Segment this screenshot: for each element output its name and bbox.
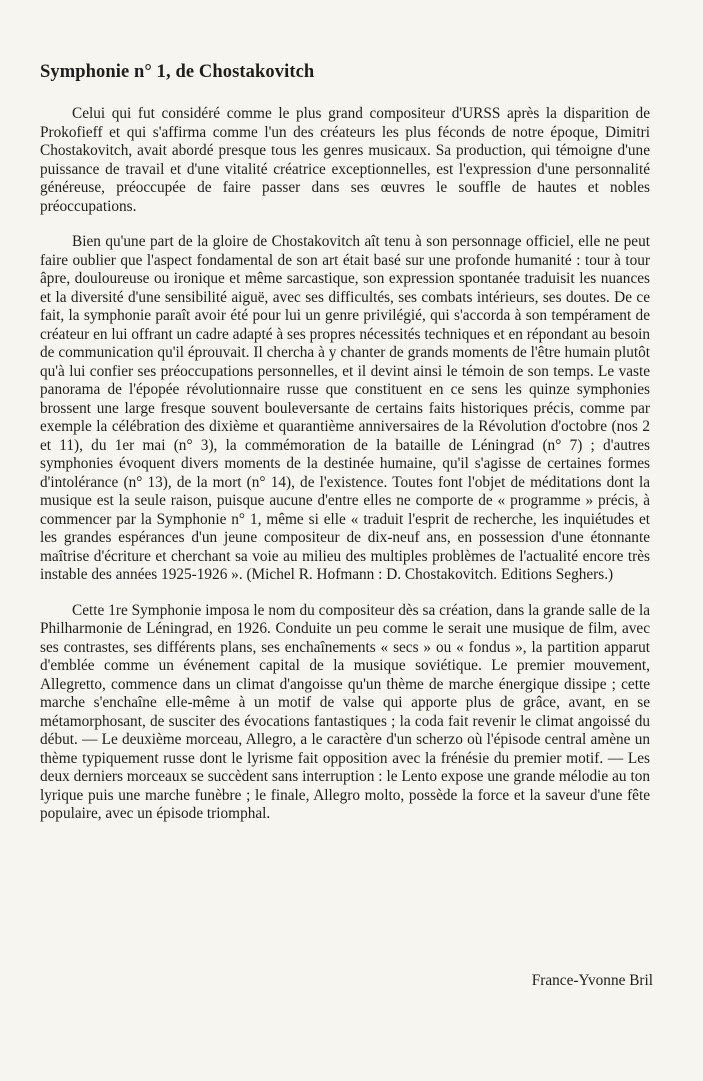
paragraph-2: Bien qu'une part de la gloire de Chostakovitch aît tenu à son personnage officiel, elle ne peut faire oublier que l'aspect fondamental de son art était basé sur une profonde humanité : tour à tour âpre, douloureuse ou ironique et même sarcastique, son expression spontanée traduisit les nuances et la diversité d'une sensibilité aiguë, avec ses difficultés, ses combats intérieurs, ses doutes. De ce fait, la symphonie paraît avoir été pour lui un genre privilégié, qui s'accorda à son tempérament de créateur en lui offrant un cadre adapté à ses propres nécessités techniques et en répondant au besoin de communication qu'il éprouvait. Il chercha à y chanter de grands moments de l'être humain plutôt qu'à lui confier ses préoccupations personnelles, et il devint ainsi le témoin de son temps. Le vaste panorama de l'épopée révolutionnaire russe que constituent en ce sens les quinze symphonies brossent une large fresque souvent bouleversante de certains faits historiques précis, comme par exemple la célébration des dixième et quarantième anniversaires de la Révolution d'octobre (nos 2 et 11), du 1er mai (n° 3), la commémoration de la bataille de Léningrad (n° 7) ; d'autres symphonies évoquent divers moments de la destinée humaine, qu'il s'agisse de certaines formes d'intolérance (n° 13), de la mort (n° 14), de l'existence. Toutes font l'objet de méditations dont la musique est la seule raison, puisque aucune d'entre elles ne comporte de « programme » précis, à commencer par la Symphonie n° 1, même si elle « traduit l'esprit de recherche, les inquiétudes et les grandes espérances d'un jeune compositeur de dix-neuf ans, en possession d'une étonnante maîtrise d'écriture et cherchant sa voie au milieu des multiples problèmes de l'actualité encore très instable des années 1925-1926 ». (Michel R. Hofmann : D. Chostakovitch. Editions Seghers.) xyxy=(40,233,650,583)
document-title: Symphonie n° 1, de Chostakovitch xyxy=(40,62,315,82)
author-signature: France-Yvonne Bril xyxy=(531,972,653,989)
document-body xyxy=(40,62,650,841)
paragraph-3: Cette 1re Symphonie imposa le nom du compositeur dès sa création, dans la grande salle de la Philharmonie de Léningrad, en 1926. Conduite un peu comme le serait une musique de film, avec ses contrastes, ses différents plans, ses enchaînements « secs » ou « fondus », la partition apparut d'emblée comme un événement capital de la musique soviétique. Le premier mouvement, Allegretto, commence dans un climat d'angoisse qu'un thème de marche énergique dissipe ; cette marche s'enchaîne elle-même à un motif de valse qui apporte plus de grâce, avant, en se métamorphosant, de susciter des évocations fantastiques ; la coda fait revenir le climat angoissé du début. — Le deuxième morceau, Allegro, a le caractère d'un scherzo où l'épisode central amène un thème typiquement russe dont le lyrisme fait opposition avec la frénésie du premier motif. — Les deux derniers morceaux se succèdent sans interruption : le Lento expose une grande mélodie au ton lyrique puis une marche funèbre ; le finale, Allegro molto, possède la force et la saveur d'une fête populaire, avec un épisode triomphal. xyxy=(40,601,650,822)
paragraph-1: Celui qui fut considéré comme le plus grand compositeur d'URSS après la disparition de Prokofieff et qui s'affirma comme l'un des créateurs les plus féconds de notre époque, Dimitri Chostakovitch, avait abordé presque tous les genres musicaux. Sa production, qui témoigne d'une puissance de travail et d'une vitalité créatrice exceptionnelles, est l'expression d'une personnalité généreuse, préoccupée de faire passer dans ses œuvres le souffle de hautes et nobles préoccupations. xyxy=(40,105,650,215)
